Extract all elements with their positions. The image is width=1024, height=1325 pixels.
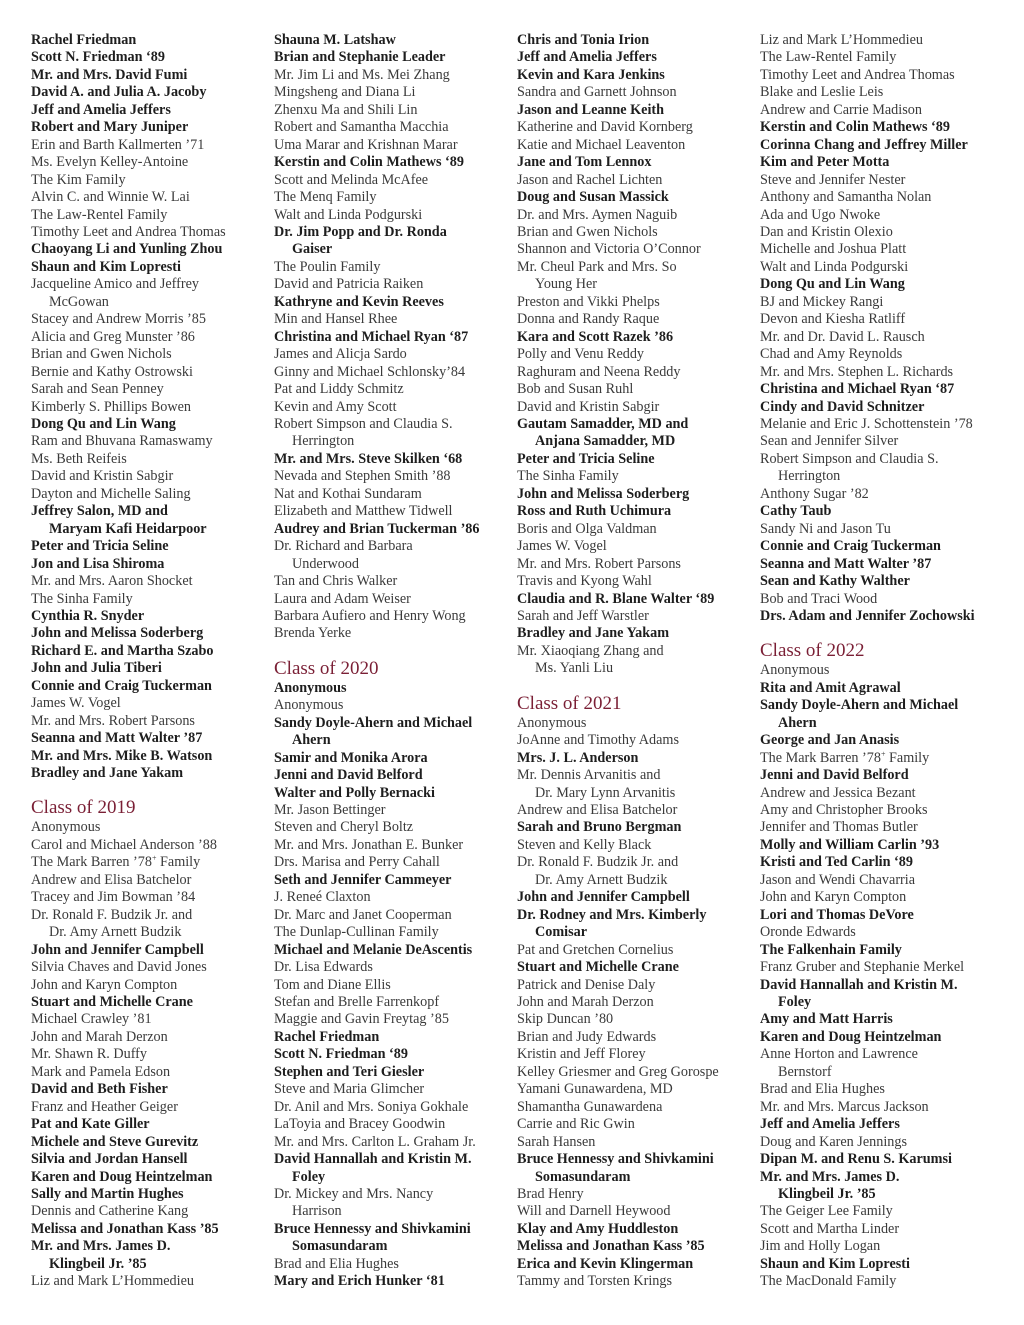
donor-name: Laura and Adam Weiser <box>274 590 411 607</box>
donor-name: Anthony Sugar ’82 <box>760 485 869 502</box>
donor-name: Brian and Judy Edwards <box>517 1028 657 1045</box>
donor-name: Jennifer and Thomas Butler <box>760 819 918 836</box>
donor-name: Seth and Jennifer Cammeyer <box>274 871 452 888</box>
donor-name: Skip Duncan ’80 <box>517 1011 614 1028</box>
donor-name: Mr. Cheul Park and Mrs. So Young Her <box>517 258 677 293</box>
donor-name: Pat and Gretchen Cornelius <box>517 941 674 958</box>
donor-name: The Falkenhain Family <box>760 941 902 958</box>
donor-name: The Kim Family <box>31 171 126 188</box>
donor-name: Raghuram and Neena Reddy <box>517 363 681 380</box>
donor-name: John and Jennifer Campbell <box>517 889 690 906</box>
donor-name: Molly and William Carlin ’93 <box>760 836 940 853</box>
donor-name: Tracey and Jim Bowman ’84 <box>31 889 196 906</box>
donor-name: Carrie and Ric Gwin <box>517 1116 635 1133</box>
donor-name: The Sinha Family <box>517 468 619 485</box>
donor-name: Min and Hansel Rhee <box>274 311 398 328</box>
donor-name: Franz and Heather Geiger <box>31 1098 178 1115</box>
donor-name: Mr. and Mrs. James D. Klingbeil Jr. ’85 <box>760 1168 900 1202</box>
donor-name: Christina and Michael Ryan ‘87 <box>274 328 469 345</box>
donor-name: Andrew and Jessica Bezant <box>760 784 916 801</box>
donor-name: Dr. Rodney and Mrs. Kimberly Comisar <box>517 906 707 941</box>
donor-name: John and Karyn Compton <box>31 976 178 993</box>
donor-name: Mr. and Mrs. Aaron Shocket <box>31 573 193 590</box>
donor-name: Sandy Ni and Jason Tu <box>760 520 891 537</box>
donor-name: Liz and Mark L’Hommedieu <box>760 32 923 48</box>
donor-name: Ginny and Michael Schlonsky’84 <box>274 363 466 380</box>
donor-name: Boris and Olga Valdman <box>517 520 657 537</box>
donor-name: Dr. Richard and Barbara Underwood <box>274 538 413 572</box>
donor-name: Dong Qu and Lin Wang <box>31 415 176 432</box>
donor-name: Mr. and Mrs. Robert Parsons <box>31 712 195 729</box>
donor-name: Brian and Gwen Nichols <box>31 346 172 363</box>
donor-name: Robert Simpson and Claudia S. Herrington <box>760 450 939 485</box>
donor-name: Jeff and Amelia Jeffers <box>760 1116 900 1133</box>
donor-name: Maggie and Gavin Freytag ’85 <box>274 1011 449 1028</box>
donor-name: Bernie and Kathy Ostrowski <box>31 363 193 380</box>
class-heading: Class of 2019 <box>31 797 136 819</box>
donor-name: Anthony and Samantha Nolan <box>760 189 932 206</box>
donor-name: Polly and Venu Reddy <box>517 346 645 363</box>
donor-name: Rachel Friedman <box>31 32 137 48</box>
donor-name: Ms. Evelyn Kelley-Antoine <box>31 154 189 171</box>
donor-name: Erin and Barth Kallmerten ’71 <box>31 136 205 153</box>
donor-name: David Hannallah and Kristin M. Foley <box>760 976 958 1011</box>
donor-name: Jeffrey Salon, MD and Maryam Kafi Heidarpoor <box>31 503 207 537</box>
donor-name: David and Patricia Raiken <box>274 276 424 293</box>
donor-name: Ram and Bhuvana Ramaswamy <box>31 433 213 450</box>
donor-name: Karen and Doug Heintzelman <box>31 1168 213 1185</box>
donor-name: Dr. and Mrs. Aymen Naguib <box>517 206 678 223</box>
donor-name: Chad and Amy Reynolds <box>760 346 903 363</box>
donor-name: Nevada and Stephen Smith ’88 <box>274 468 451 485</box>
donor-name: Mark and Pamela Edson <box>31 1063 171 1080</box>
donor-name: Pat and Liddy Schmitz <box>274 381 404 398</box>
donor-name: Melissa and Jonathan Kass ’85 <box>31 1220 219 1237</box>
donor-name: Sandy Doyle-Ahern and Michael Ahern <box>274 714 473 749</box>
donor-name: Jon and Lisa Shiroma <box>31 555 165 572</box>
donor-name: Lori and Thomas DeVore <box>760 906 914 923</box>
donor-name: Mrs. J. L. Anderson <box>517 749 639 766</box>
donor-name: Timothy Leet and Andrea Thomas <box>760 66 955 83</box>
donor-name: Ms. Beth Reifeis <box>31 450 127 467</box>
class-heading: Class of 2022 <box>760 640 865 662</box>
donor-name: Jim and Holly Logan <box>760 1238 881 1255</box>
donor-name: Dr. Jim Popp and Dr. Ronda Gaiser <box>274 223 447 258</box>
donor-name: Gautam Samadder, MD and Anjana Samadder, MD <box>517 415 689 450</box>
donor-name: John and Melissa Soderberg <box>31 625 204 642</box>
donor-name: Andrew and Carrie Madison <box>760 101 922 118</box>
donor-name: Nat and Kothai Sundaram <box>274 485 422 502</box>
donor-name: Cathy Taub <box>760 503 832 520</box>
donor-name: Michael and Melanie DeAscentis <box>274 941 473 958</box>
donor-name: Bradley and Jane Yakam <box>517 625 670 642</box>
donor-name: Melanie and Eric J. Schottenstein ’78 <box>760 415 973 432</box>
donor-name: Drs. Adam and Jennifer Zochowski <box>760 607 975 624</box>
donor-name: Katherine and David Kornberg <box>517 119 693 136</box>
donor-name: Carol and Michael Anderson ’88 <box>31 836 217 853</box>
donor-column-2 <box>274 32 510 1291</box>
donor-name: Andrew and Elisa Batchelor <box>517 802 678 819</box>
donor-name: Bob and Susan Ruhl <box>517 381 634 398</box>
donor-name: Robert and Mary Juniper <box>31 119 189 136</box>
donor-name: James W. Vogel <box>517 538 607 555</box>
donor-name: The Menq Family <box>274 189 377 206</box>
donor-name: Stephen and Teri Giesler <box>274 1063 425 1080</box>
donor-name: Jason and Wendi Chavarria <box>760 871 916 888</box>
donor-name: Dr. Mickey and Mrs. Nancy Harrison <box>274 1186 434 1220</box>
donor-name: Will and Darnell Heywood <box>517 1203 671 1220</box>
donor-name: Dong Qu and Lin Wang <box>760 276 905 293</box>
donor-name: Connie and Craig Tuckerman <box>31 677 212 694</box>
donor-name: Bradley and Jane Yakam <box>31 765 184 782</box>
donor-name: Alvin C. and Winnie W. Lai <box>31 189 190 206</box>
donor-name: Mr. and Mrs. Jonathan E. Bunker <box>274 836 464 853</box>
donor-name: Dennis and Catherine Kang <box>31 1203 189 1220</box>
donor-name: Sandra and Garnett Johnson <box>517 84 677 101</box>
donor-name: Steve and Maria Glimcher <box>274 1081 425 1098</box>
donor-name: Bob and Traci Wood <box>760 590 878 607</box>
donor-name: Mr. and Mrs. Marcus Jackson <box>760 1098 929 1115</box>
donor-name: Mr. Jim Li and Ms. Mei Zhang <box>274 66 450 83</box>
donor-name: Chris and Tonia Irion <box>517 32 650 48</box>
donor-name: Dan and Kristin Olexio <box>760 223 893 240</box>
donor-name: Mr. and Mrs. Stephen L. Richards <box>760 363 954 380</box>
donor-name: John and Marah Derzon <box>517 994 654 1011</box>
donor-name: The MacDonald Family <box>760 1273 897 1290</box>
donor-name: The Mark Barren ’78+ Family <box>760 748 930 766</box>
donor-name: Kristi and Ted Carlin ‘89 <box>760 854 913 871</box>
donor-name: Samir and Monika Arora <box>274 749 428 766</box>
donor-name: Bruce Hennessy and Shivkamini Somasundaram <box>274 1220 471 1255</box>
donor-column-3 <box>517 32 753 1291</box>
donor-name: Mr. and Mrs. Mike B. Watson <box>31 747 213 764</box>
donor-name: Richard E. and Martha Szabo <box>31 642 214 659</box>
donor-name: Brad Henry <box>517 1186 584 1202</box>
donor-name: Steven and Cheryl Boltz <box>274 819 414 836</box>
donor-name: Rita and Amit Agrawal <box>760 679 901 696</box>
donor-name: J. Reneé Claxton <box>274 889 371 906</box>
donor-name: Kerstin and Colin Mathews ‘89 <box>274 154 464 171</box>
donor-name: Mr. and Mrs. David Fumi <box>31 66 188 83</box>
donor-name: Dr. Ronald F. Budzik Jr. and Dr. Amy Arnett Budzik <box>517 854 679 888</box>
donor-name: Mr. Jason Bettinger <box>274 802 386 819</box>
donor-name: Mr. and Mrs. Carlton L. Graham Jr. <box>274 1133 476 1150</box>
donor-name: Kelley Griesmer and Greg Gorospe <box>517 1063 719 1080</box>
donor-name: Shauna M. Latshaw <box>274 32 396 48</box>
donor-name: Walt and Linda Podgurski <box>760 258 909 275</box>
donor-name: John and Julia Tiberi <box>31 660 162 677</box>
donor-name: Klay and Amy Huddleston <box>517 1220 679 1237</box>
donor-name: Dayton and Michelle Saling <box>31 485 191 502</box>
donor-name: David Hannallah and Kristin M. Foley <box>274 1151 472 1185</box>
donor-name: The Poulin Family <box>274 258 381 275</box>
donor-name: Ross and Ruth Uchimura <box>517 503 672 520</box>
donor-name: Amy and Matt Harris <box>760 1011 893 1028</box>
donor-name: Yamani Gunawardena, MD <box>517 1081 673 1098</box>
donor-name: Dr. Lisa Edwards <box>274 959 373 976</box>
donor-name: Ada and Ugo Nwoke <box>760 206 881 223</box>
donor-name: David and Beth Fisher <box>31 1081 168 1098</box>
donor-name: Sarah Hansen <box>517 1133 596 1150</box>
donor-name: Jason and Rachel Lichten <box>517 171 663 188</box>
donor-name: Jacqueline Amico and Jeffrey McGowan <box>31 276 199 310</box>
donor-name: BJ and Mickey Rangi <box>760 293 884 310</box>
donor-name: Silvia Chaves and David Jones <box>31 959 207 976</box>
donor-name: Chaoyang Li and Yunling Zhou <box>31 241 223 258</box>
donor-name: Kathryne and Kevin Reeves <box>274 293 444 310</box>
donor-name: JoAnne and Timothy Adams <box>517 732 679 749</box>
donor-name: Stacey and Andrew Morris ’85 <box>31 311 206 328</box>
donor-name: Franz Gruber and Stephanie Merkel <box>760 959 965 976</box>
donor-name: Patrick and Denise Daly <box>517 976 656 993</box>
donor-name: Mr. and Mrs. Robert Parsons <box>517 555 681 572</box>
donor-name: Devon and Kiesha Ratliff <box>760 311 906 328</box>
donor-name: Walter and Polly Bernacki <box>274 784 435 801</box>
donor-name: Erica and Kevin Klingerman <box>517 1255 694 1272</box>
donor-name: Scott and Martha Linder <box>760 1220 900 1237</box>
donor-name: Sally and Martin Hughes <box>31 1186 184 1202</box>
donor-name: Anonymous <box>274 679 347 696</box>
donor-name: James and Alicja Sardo <box>274 346 407 363</box>
donor-name: Sarah and Jeff Warstler <box>517 607 649 624</box>
donor-name: Shannon and Victoria O’Connor <box>517 241 701 258</box>
donor-name: Claudia and R. Blane Walter ‘89 <box>517 590 715 607</box>
donor-name: Melissa and Jonathan Kass ’85 <box>517 1238 705 1255</box>
donor-name: Shaun and Kim Lopresti <box>31 258 181 275</box>
donor-name: LaToyia and Bracey Goodwin <box>274 1116 446 1133</box>
donor-name: Seanna and Matt Walter ’87 <box>31 730 203 747</box>
donor-column-1 <box>31 32 267 1291</box>
donor-name: Dr. Anil and Mrs. Soniya Gokhale <box>274 1098 469 1115</box>
donor-name: Rachel Friedman <box>274 1028 380 1045</box>
donor-name: Zhenxu Ma and Shili Lin <box>274 101 418 118</box>
donor-name: The Mark Barren ’78+ Family <box>31 853 201 871</box>
donor-name: Anonymous <box>760 662 830 679</box>
donor-name: Jenni and David Belford <box>274 767 423 784</box>
donor-name: Tan and Chris Walker <box>274 573 398 590</box>
donor-name: John and Melissa Soderberg <box>517 485 690 502</box>
donor-name: John and Jennifer Campbell <box>31 941 204 958</box>
donor-name: Sarah and Sean Penney <box>31 381 164 398</box>
donor-name: John and Karyn Compton <box>760 889 907 906</box>
donor-name: Anne Horton and Lawrence Bernstorf <box>760 1046 918 1080</box>
donor-name: Jane and Tom Lennox <box>517 154 652 171</box>
donor-name: Brian and Stephanie Leader <box>274 49 446 66</box>
donor-name: Donna and Randy Raque <box>517 311 660 328</box>
donor-name: Steve and Jennifer Nester <box>760 171 906 188</box>
donor-name: Connie and Craig Tuckerman <box>760 538 941 555</box>
donor-name: Brenda Yerke <box>274 625 352 642</box>
donor-name: Kristin and Jeff Florey <box>517 1046 646 1063</box>
donor-name: Robert Simpson and Claudia S. Herrington <box>274 415 453 450</box>
donor-name: Drs. Marisa and Perry Cahall <box>274 854 440 871</box>
donor-name: Mary and Erich Hunker ‘81 <box>274 1273 445 1290</box>
donor-name: Brad and Elia Hughes <box>760 1081 885 1098</box>
donor-name: Kimberly S. Phillips Bowen <box>31 398 192 415</box>
donor-name: Seanna and Matt Walter ’87 <box>760 555 932 572</box>
donor-name: Preston and Vikki Phelps <box>517 293 660 310</box>
donor-name: The Law-Rentel Family <box>31 206 168 223</box>
donor-name: David and Kristin Sabgir <box>517 398 660 415</box>
donor-name: Kerstin and Colin Mathews ‘89 <box>760 119 950 136</box>
donor-name: Kara and Scott Razek ’86 <box>517 328 674 345</box>
donor-name: Christina and Michael Ryan ‘87 <box>760 381 955 398</box>
donor-name: James W. Vogel <box>31 695 121 712</box>
donor-name: Brad and Elia Hughes <box>274 1255 399 1272</box>
donor-name: Scott and Melinda McAfee <box>274 171 429 188</box>
donor-name: Jenni and David Belford <box>760 767 909 784</box>
donor-name: The Geiger Lee Family <box>760 1203 893 1220</box>
donor-name: Jeff and Amelia Jeffers <box>517 49 657 66</box>
donor-name: Mr. and Dr. David L. Rausch <box>760 328 925 345</box>
donor-name: Dr. Marc and Janet Cooperman <box>274 906 452 923</box>
donor-name: Timothy Leet and Andrea Thomas <box>31 223 226 240</box>
donor-name: Dipan M. and Renu S. Karumsi <box>760 1151 952 1168</box>
donor-name: Travis and Kyong Wahl <box>517 573 652 590</box>
donor-name: The Dunlap-Cullinan Family <box>274 924 439 941</box>
donor-name: Pat and Kate Giller <box>31 1116 150 1133</box>
donor-name: Anonymous <box>31 819 101 836</box>
donor-name: Anonymous <box>274 697 344 714</box>
donor-name: Doug and Susan Massick <box>517 189 669 206</box>
donor-name: Cindy and David Schnitzer <box>760 398 925 415</box>
donor-name: Tammy and Torsten Krings <box>517 1273 672 1290</box>
donor-name: Barbara Aufiero and Henry Wong <box>274 607 466 624</box>
donor-name: Peter and Tricia Seline <box>31 538 169 555</box>
donor-name: Mr. Shawn R. Duffy <box>31 1046 147 1063</box>
donor-name: Kevin and Kara Jenkins <box>517 66 665 83</box>
donor-name: The Law-Rentel Family <box>760 49 897 66</box>
donor-name: Silvia and Jordan Hansell <box>31 1151 188 1168</box>
donor-name: Scott N. Friedman ‘89 <box>274 1046 408 1063</box>
donor-name: Kim and Peter Motta <box>760 154 890 171</box>
donor-name: Sarah and Bruno Bergman <box>517 819 682 836</box>
donor-name: Mr. and Mrs. Steve Skilken ‘68 <box>274 450 463 467</box>
donor-name: Alicia and Greg Munster ’86 <box>31 328 195 345</box>
donor-name: Kevin and Amy Scott <box>274 398 397 415</box>
donor-name: Doug and Karen Jennings <box>760 1133 907 1150</box>
donor-name: Mr. and Mrs. James D. Klingbeil Jr. ’85 <box>31 1238 171 1272</box>
donor-name: Sean and Jennifer Silver <box>760 433 899 450</box>
donor-name: Liz and Mark L’Hommedieu <box>31 1273 194 1290</box>
donor-name: Katie and Michael Leaventon <box>517 136 686 153</box>
donor-name: John and Marah Derzon <box>31 1028 168 1045</box>
donor-name: Stuart and Michelle Crane <box>31 994 193 1011</box>
donor-name: Amy and Christopher Brooks <box>760 802 928 819</box>
donor-name: Stuart and Michelle Crane <box>517 959 679 976</box>
donor-name: Brian and Gwen Nichols <box>517 223 658 240</box>
class-heading: Class of 2021 <box>517 692 622 714</box>
donor-name: Sandy Doyle-Ahern and Michael Ahern <box>760 697 959 731</box>
donor-name: Walt and Linda Podgurski <box>274 206 423 223</box>
donor-name: David and Kristin Sabgir <box>31 468 174 485</box>
donor-name: Jason and Leanne Keith <box>517 101 665 118</box>
donor-name: Steven and Kelly Black <box>517 836 652 853</box>
donor-name: Jeff and Amelia Jeffers <box>31 101 171 118</box>
donor-name: Michael Crawley ’81 <box>31 1011 152 1028</box>
donor-name: Karen and Doug Heintzelman <box>760 1028 942 1045</box>
donor-name: Audrey and Brian Tuckerman ’86 <box>274 520 480 537</box>
donor-name: Cynthia R. Snyder <box>31 607 145 624</box>
donor-name: The Sinha Family <box>31 590 133 607</box>
donor-name: David A. and Julia A. Jacoby <box>31 84 207 101</box>
donor-name: Stefan and Brelle Farrenkopf <box>274 994 440 1011</box>
donor-name: Shamantha Gunawardena <box>517 1098 663 1115</box>
donor-name: Elizabeth and Matthew Tidwell <box>274 503 453 520</box>
donor-name: Peter and Tricia Seline <box>517 450 655 467</box>
donor-name: Dr. Ronald F. Budzik Jr. and Dr. Amy Arnett Budzik <box>31 906 193 941</box>
donor-name: Oronde Edwards <box>760 924 856 941</box>
donor-name: Michelle and Joshua Platt <box>760 241 907 258</box>
donor-name: Blake and Leslie Leis <box>760 84 884 101</box>
donor-column-4 <box>760 32 996 1291</box>
donor-name: Robert and Samantha Macchia <box>274 119 449 136</box>
class-heading: Class of 2020 <box>274 657 379 679</box>
donor-name: Mingsheng and Diana Li <box>274 84 416 101</box>
donor-name: Uma Marar and Krishnan Marar <box>274 136 458 153</box>
donor-name: Scott N. Friedman ‘89 <box>31 49 165 66</box>
donor-name: Shaun and Kim Lopresti <box>760 1255 910 1272</box>
donor-name: Corinna Chang and Jeffrey Miller <box>760 136 968 153</box>
donor-name: Michele and Steve Gurevitz <box>31 1133 199 1150</box>
donor-name: Tom and Diane Ellis <box>274 976 391 993</box>
donor-name: George and Jan Anasis <box>760 732 900 749</box>
donor-name: Mr. Dennis Arvanitis and Dr. Mary Lynn Arvanitis <box>517 767 676 801</box>
donor-name: Bruce Hennessy and Shivkamini Somasundaram <box>517 1151 714 1185</box>
donor-name: Sean and Kathy Walther <box>760 573 910 590</box>
donor-name: Andrew and Elisa Batchelor <box>31 871 192 888</box>
donor-name: Anonymous <box>517 714 587 731</box>
donor-name: Mr. Xiaoqiang Zhang and Ms. Yanli Liu <box>517 642 664 677</box>
